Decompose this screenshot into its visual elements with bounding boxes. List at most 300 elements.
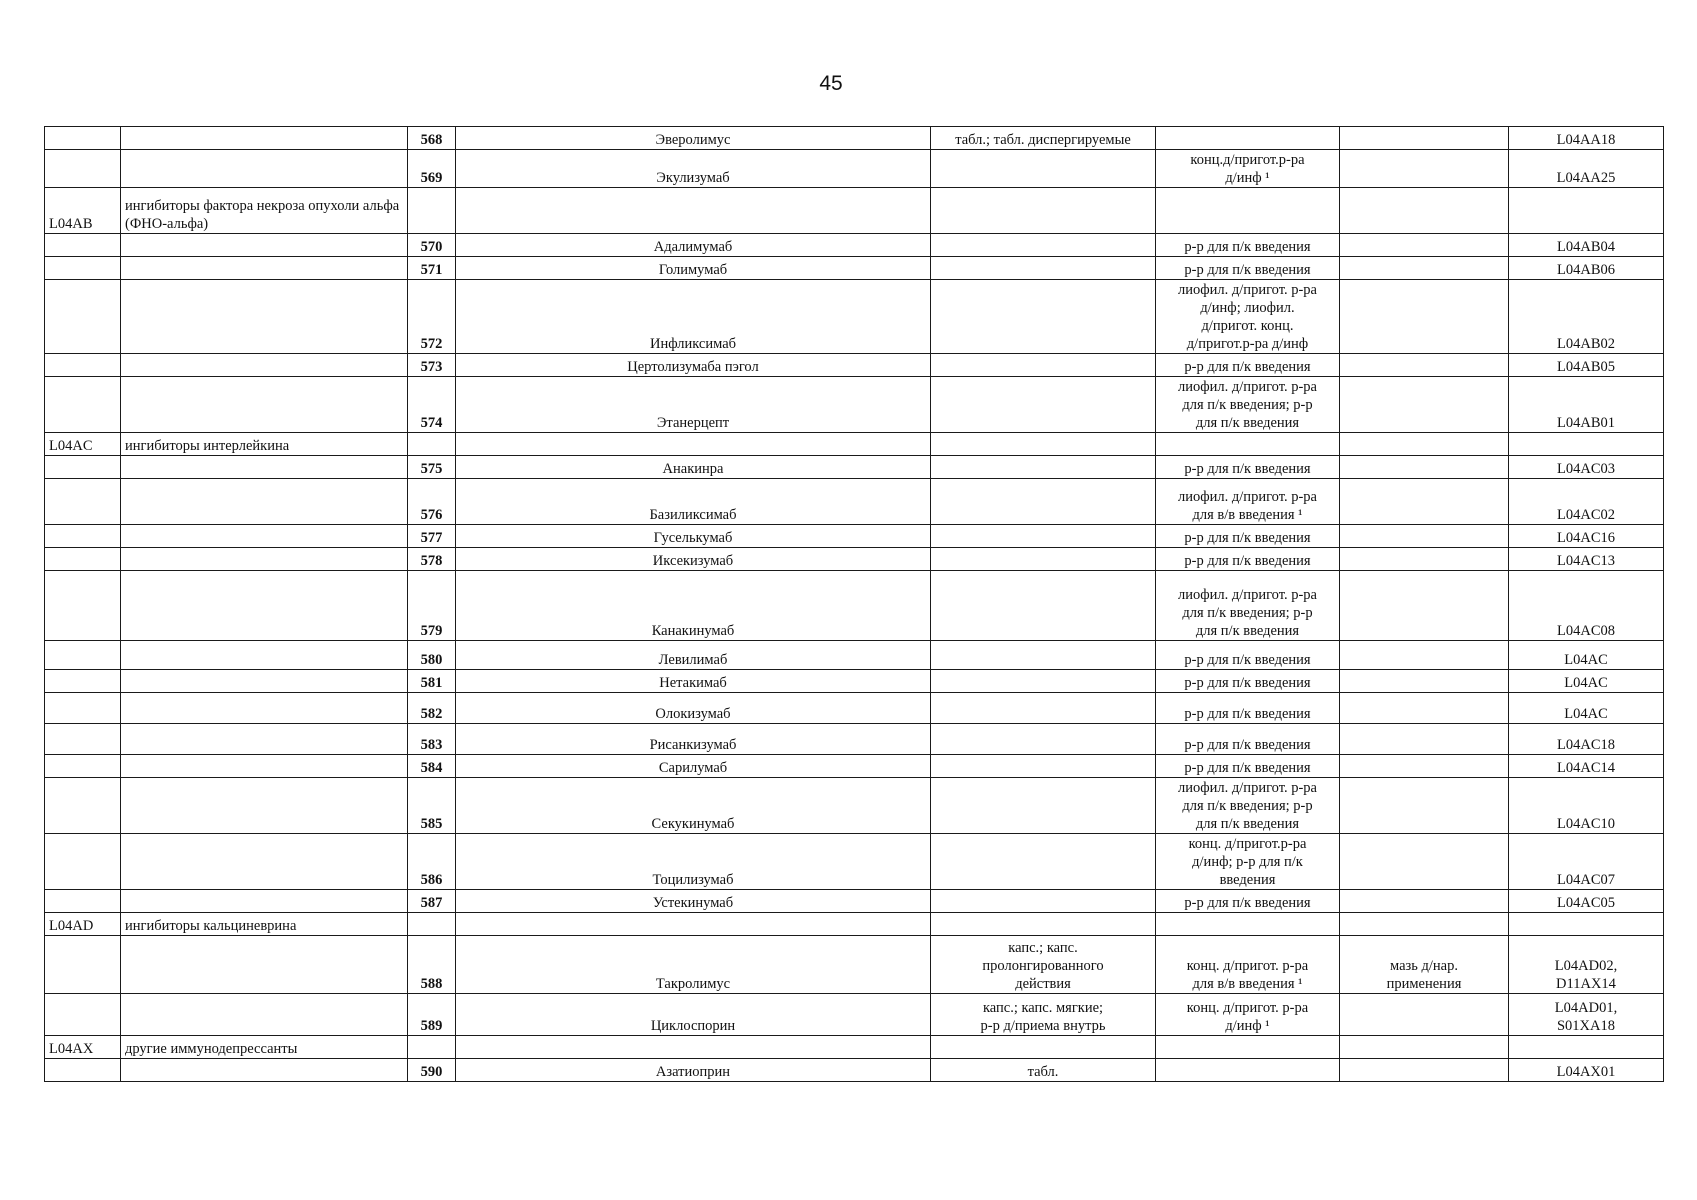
dosage-forms-injection-cell [1156,994,1340,1036]
row-number-cell: 576 [408,479,456,525]
group-name-cell: ингибиторы фактора некроза опухоли альфа (ФНО-альфа) [121,188,408,234]
drug-name-cell: Сарилумаб [456,755,931,778]
cell-text-line: L04AA18 [1556,132,1616,148]
row-number-cell: 569 [408,150,456,188]
drug-name-cell: Базиликсимаб [456,479,931,525]
atc-code-cell [45,280,121,354]
row-number-cell: 579 [408,571,456,641]
dosage-forms-injection-cell [1156,778,1340,834]
dosage-forms-injection-cell [1156,641,1340,670]
dosage-forms-injection-cell [1156,834,1340,890]
group-name-cell [121,257,408,280]
cell-text-line: L04AC02 [1557,507,1615,523]
cell-text-line: р-р для п/к введения [1184,652,1311,668]
row-number-cell: 582 [408,693,456,724]
atc-full-code-cell [1509,834,1664,890]
dosage-forms-oral-cell [931,834,1156,890]
cell-text-line: L04AB02 [1557,336,1615,352]
row-number-cell: 572 [408,280,456,354]
atc-full-code-cell [1509,150,1664,188]
atc-full-code-cell [1509,936,1664,994]
cell-text-line: лиофил. д/пригот. р-ра [1178,379,1317,395]
dosage-forms-topical-cell [1340,834,1509,890]
cell-text-line: L04AC [1564,652,1608,668]
cell-text-line: L04AC [1564,706,1608,722]
atc-code-cell [45,641,121,670]
row-number-cell: 573 [408,354,456,377]
dosage-forms-topical-cell [1340,479,1509,525]
dosage-forms-injection-cell [1156,354,1340,377]
cell-text-line: для п/к введения [1195,816,1300,832]
dosage-forms-injection-cell [1156,913,1340,936]
dosage-forms-injection-cell [1156,433,1340,456]
dosage-forms-oral-cell [931,755,1156,778]
row-number-cell: 580 [408,641,456,670]
cell-text-line: для п/к введения; р-р [1182,605,1313,621]
atc-code-cell [45,234,121,257]
table-row [45,1059,1664,1082]
atc-code-cell [45,525,121,548]
atc-full-code-cell [1509,778,1664,834]
dosage-forms-topical-cell [1340,456,1509,479]
atc-code-cell [45,354,121,377]
cell-text-line: д/инф ¹ [1225,1018,1270,1034]
table-row [45,525,1664,548]
cell-text-line: конц. д/пригот. р-ра [1186,958,1309,974]
cell-text-line: L04AC [1564,675,1608,691]
group-name-cell: другие иммунодепрессанты [121,1036,408,1059]
group-name-cell [121,377,408,433]
dosage-forms-oral-cell [931,994,1156,1036]
drug-name-cell: Экулизумаб [456,150,931,188]
atc-code-cell [45,548,121,571]
cell-text-line: пролонгированного [982,958,1104,974]
cell-text-line: р-р для п/к введения [1184,760,1311,776]
dosage-forms-injection-cell [1156,755,1340,778]
row-number-cell: 574 [408,377,456,433]
cell-text-line: д/пригот. конц. [1201,318,1294,334]
dosage-forms-oral-cell [931,433,1156,456]
atc-full-code-cell [1509,670,1664,693]
cell-text-line: L04AB01 [1557,415,1615,431]
drug-name-cell: Циклоспорин [456,994,931,1036]
dosage-forms-topical-cell [1340,670,1509,693]
drug-name-cell: Гуселькумаб [456,525,931,548]
atc-code-cell [45,834,121,890]
dosage-forms-oral-cell [931,571,1156,641]
cell-text-line: табл. [1027,1064,1059,1080]
table-row [45,479,1664,525]
atc-full-code-cell [1509,724,1664,755]
dosage-forms-oral-cell [931,234,1156,257]
drug-name-cell: Секукинумаб [456,778,931,834]
atc-full-code-cell [1509,234,1664,257]
atc-code-cell [45,257,121,280]
group-name-cell: ингибиторы кальциневрина [121,913,408,936]
dosage-forms-topical-cell [1340,1059,1509,1082]
dosage-forms-oral-cell [931,913,1156,936]
row-number-cell: 585 [408,778,456,834]
group-name-cell [121,479,408,525]
row-number-cell [408,1036,456,1059]
dosage-forms-oral-cell [931,548,1156,571]
atc-full-code-cell [1509,280,1664,354]
drug-name-cell: Олокизумаб [456,693,931,724]
dosage-forms-injection-cell [1156,479,1340,525]
atc-code-cell: L04AD [45,913,121,936]
cell-text-line: конц. д/пригот. р-ра [1186,1000,1309,1016]
row-number-cell: 568 [408,127,456,150]
dosage-forms-injection-cell [1156,150,1340,188]
dosage-forms-topical-cell [1340,755,1509,778]
table-row [45,693,1664,724]
cell-text-line: конц.д/пригот.р-ра [1190,152,1305,168]
atc-code-cell [45,755,121,778]
row-number-cell: 590 [408,1059,456,1082]
atc-code-cell [45,1059,121,1082]
atc-full-code-cell [1509,890,1664,913]
cell-text-line: конц. д/пригот.р-ра [1188,836,1307,852]
dosage-forms-topical-cell [1340,1036,1509,1059]
table-row [45,456,1664,479]
row-number-cell: 578 [408,548,456,571]
group-name-cell [121,548,408,571]
dosage-forms-topical-cell [1340,994,1509,1036]
cell-text-line: L04AX01 [1556,1064,1616,1080]
row-number-cell: 575 [408,456,456,479]
group-name-cell [121,936,408,994]
atc-code-cell: L04AB [45,188,121,234]
cell-text-line: L04AC18 [1557,737,1615,753]
dosage-forms-injection-cell [1156,257,1340,280]
table-row [45,936,1664,994]
row-number-cell: 581 [408,670,456,693]
group-name-cell [121,670,408,693]
dosage-forms-oral-cell [931,641,1156,670]
group-name-cell [121,755,408,778]
dosage-forms-topical-cell [1340,548,1509,571]
table-row [45,994,1664,1036]
cell-text-line: р-р для п/к введения [1184,553,1311,569]
cell-text-line: D11AX14 [1556,976,1616,992]
row-number-cell: 588 [408,936,456,994]
drug-name-cell: Левилимаб [456,641,931,670]
atc-full-code-cell [1509,479,1664,525]
group-name-cell [121,571,408,641]
atc-full-code-cell [1509,354,1664,377]
cell-text-line: L04AD01, [1554,1000,1618,1016]
group-header-row [45,188,1664,234]
group-name-cell: ингибиторы интерлейкина [121,433,408,456]
cell-text-line: L04AB06 [1557,262,1615,278]
group-name-cell [121,641,408,670]
atc-full-code-cell [1509,913,1664,936]
dosage-forms-injection-cell [1156,571,1340,641]
table-row [45,280,1664,354]
drug-name-cell: Эверолимус [456,127,931,150]
cell-text-line: L04AC14 [1557,760,1615,776]
atc-full-code-cell [1509,433,1664,456]
dosage-forms-topical-cell [1340,571,1509,641]
cell-text-line: капс.; капс. мягкие; [982,1000,1104,1016]
cell-text-line: р-р для п/к введения [1184,895,1311,911]
drug-name-cell: Цертолизумаба пэгол [456,354,931,377]
drug-name-cell: Адалимумаб [456,234,931,257]
atc-code-cell [45,377,121,433]
dosage-forms-injection-cell [1156,670,1340,693]
dosage-forms-oral-cell [931,525,1156,548]
dosage-forms-oral-cell [931,936,1156,994]
table-row [45,778,1664,834]
group-name-cell [121,778,408,834]
row-number-cell: 584 [408,755,456,778]
atc-full-code-cell [1509,548,1664,571]
row-number-cell [408,433,456,456]
dosage-forms-injection-cell [1156,936,1340,994]
cell-text-line: для п/к введения; р-р [1182,798,1313,814]
cell-text-line: капс.; капс. [1008,940,1078,956]
dosage-forms-injection-cell [1156,693,1340,724]
cell-text-line: L04AB05 [1557,359,1615,375]
atc-full-code-cell [1509,571,1664,641]
atc-code-cell: L04AC [45,433,121,456]
cell-text-line: для п/к введения [1195,415,1300,431]
dosage-forms-topical-cell [1340,234,1509,257]
cell-text-line: действия [1015,976,1071,992]
dosage-forms-topical-cell [1340,913,1509,936]
cell-text-line: для в/в введения ¹ [1192,507,1303,523]
row-number-cell: 589 [408,994,456,1036]
table-row [45,257,1664,280]
cell-text-line: L04AA25 [1556,170,1616,186]
atc-code-cell [45,693,121,724]
atc-full-code-cell [1509,525,1664,548]
row-number-cell: 586 [408,834,456,890]
table-row [45,641,1664,670]
drug-name-cell: Нетакимаб [456,670,931,693]
page-number: 45 [819,72,843,95]
table-row [45,724,1664,755]
dosage-forms-oral-cell [931,1059,1156,1082]
dosage-forms-injection-cell [1156,127,1340,150]
row-number-cell: 587 [408,890,456,913]
dosage-forms-injection-cell [1156,890,1340,913]
cell-text-line: мазь д/нар. [1390,958,1458,974]
atc-code-cell [45,778,121,834]
group-header-row [45,913,1664,936]
dosage-forms-topical-cell [1340,150,1509,188]
dosage-forms-oral-cell [931,257,1156,280]
cell-text-line: р-р для п/к введения [1184,262,1311,278]
cell-text-line: применения [1386,976,1462,992]
table-row [45,755,1664,778]
drug-name-cell [456,188,931,234]
cell-text-line: д/пригот.р-ра д/инф [1186,336,1309,352]
group-name-cell [121,890,408,913]
cell-text-line: S01XA18 [1556,1018,1615,1034]
cell-text-line: для п/к введения [1195,623,1300,639]
dosage-forms-injection-cell [1156,548,1340,571]
group-name-cell [121,456,408,479]
dosage-forms-oral-cell [931,456,1156,479]
drug-name-cell: Такролимус [456,936,931,994]
dosage-forms-oral-cell [931,377,1156,433]
atc-code-cell [45,479,121,525]
dosage-forms-topical-cell [1340,377,1509,433]
atc-full-code-cell [1509,127,1664,150]
cell-text-line: L04AC07 [1557,872,1615,888]
table-body [45,127,1664,1082]
cell-text-line: табл.; табл. диспергируемые [955,132,1131,148]
drug-name-cell: Иксекизумаб [456,548,931,571]
dosage-forms-oral-cell [931,150,1156,188]
atc-full-code-cell [1509,377,1664,433]
group-name-cell [121,354,408,377]
cell-text-line: лиофил. д/пригот. р-ра [1178,780,1317,796]
cell-text-line: р-р для п/к введения [1184,737,1311,753]
dosage-forms-oral-cell [931,280,1156,354]
cell-text-line: р-р для п/к введения [1184,675,1311,691]
dosage-forms-injection-cell [1156,525,1340,548]
cell-text-line: лиофил. д/пригот. р-ра [1178,489,1317,505]
atc-full-code-cell [1509,755,1664,778]
cell-text-line: L04AB04 [1557,239,1615,255]
cell-text-line: L04AC05 [1557,895,1615,911]
dosage-forms-injection-cell [1156,377,1340,433]
cell-text-line: р-р для п/к введения [1184,461,1311,477]
dosage-forms-topical-cell [1340,354,1509,377]
drug-name-cell: Азатиоприн [456,1059,931,1082]
atc-code-cell [45,890,121,913]
dosage-forms-injection-cell [1156,724,1340,755]
atc-code-cell [45,456,121,479]
cell-text-line: L04AC08 [1557,623,1615,639]
dosage-forms-injection-cell [1156,234,1340,257]
dosage-forms-topical-cell [1340,693,1509,724]
row-number-cell [408,913,456,936]
dosage-forms-oral-cell [931,127,1156,150]
table-row [45,890,1664,913]
atc-full-code-cell [1509,188,1664,234]
cell-text-line: д/инф; лиофил. [1200,300,1295,316]
group-name-cell [121,280,408,354]
dosage-forms-injection-cell [1156,188,1340,234]
drug-name-cell: Тоцилизумаб [456,834,931,890]
dosage-forms-oral-cell [931,693,1156,724]
dosage-forms-topical-cell [1340,127,1509,150]
dosage-forms-topical-cell [1340,890,1509,913]
drug-name-cell: Этанерцепт [456,377,931,433]
cell-text-line: д/инф; р-р для п/к [1192,854,1303,870]
atc-full-code-cell [1509,1036,1664,1059]
cell-text-line: L04AD02, [1554,958,1618,974]
cell-text-line: р-р для п/к введения [1184,239,1311,255]
drug-name-cell: Голимумаб [456,257,931,280]
cell-text-line: L04AC10 [1557,816,1615,832]
cell-text-line: р-р для п/к введения [1184,706,1311,722]
cell-text-line: лиофил. д/пригот. р-ра [1178,587,1317,603]
table-row [45,571,1664,641]
atc-full-code-cell [1509,257,1664,280]
dosage-forms-oral-cell [931,724,1156,755]
cell-text-line: L04AC13 [1557,553,1615,569]
drug-list-table [44,126,1664,1082]
atc-code-cell [45,936,121,994]
dosage-forms-topical-cell [1340,724,1509,755]
dosage-forms-topical-cell [1340,188,1509,234]
cell-text-line: L04AC16 [1557,530,1615,546]
atc-code-cell [45,571,121,641]
row-number-cell [408,188,456,234]
row-number-cell: 577 [408,525,456,548]
dosage-forms-topical-cell [1340,641,1509,670]
cell-text-line: д/инф ¹ [1225,170,1270,186]
row-number-cell: 570 [408,234,456,257]
cell-text-line: для в/в введения ¹ [1192,976,1303,992]
dosage-forms-oral-cell [931,188,1156,234]
dosage-forms-topical-cell [1340,936,1509,994]
drug-name-cell: Анакинра [456,456,931,479]
cell-text-line: р-р для п/к введения [1184,530,1311,546]
group-name-cell [121,1059,408,1082]
cell-text-line: р-р для п/к введения [1184,359,1311,375]
table-row [45,834,1664,890]
dosage-forms-topical-cell [1340,257,1509,280]
group-header-row [45,1036,1664,1059]
group-name-cell [121,525,408,548]
table-row [45,670,1664,693]
dosage-forms-oral-cell [931,354,1156,377]
drug-name-cell [456,1036,931,1059]
cell-text-line: для п/к введения; р-р [1182,397,1313,413]
row-number-cell: 583 [408,724,456,755]
atc-code-cell [45,127,121,150]
dosage-forms-oral-cell [931,890,1156,913]
group-name-cell [121,994,408,1036]
cell-text-line: лиофил. д/пригот. р-ра [1178,282,1317,298]
dosage-forms-oral-cell [931,778,1156,834]
atc-full-code-cell [1509,641,1664,670]
dosage-forms-oral-cell [931,670,1156,693]
dosage-forms-topical-cell [1340,280,1509,354]
atc-code-cell: L04AX [45,1036,121,1059]
drug-name-cell: Инфликсимаб [456,280,931,354]
atc-full-code-cell [1509,994,1664,1036]
atc-full-code-cell [1509,1059,1664,1082]
dosage-forms-oral-cell [931,1036,1156,1059]
table-row [45,150,1664,188]
drug-name-cell [456,913,931,936]
dosage-forms-injection-cell [1156,1059,1340,1082]
dosage-forms-injection-cell [1156,456,1340,479]
table-row [45,548,1664,571]
table-row [45,377,1664,433]
cell-text-line: L04AC03 [1557,461,1615,477]
group-name-cell [121,834,408,890]
table-row [45,127,1664,150]
group-name-cell [121,127,408,150]
table-row [45,234,1664,257]
row-number-cell: 571 [408,257,456,280]
drug-name-cell: Рисанкизумаб [456,724,931,755]
table-row [45,354,1664,377]
group-name-cell [121,724,408,755]
atc-code-cell [45,670,121,693]
dosage-forms-injection-cell [1156,280,1340,354]
group-name-cell [121,234,408,257]
drug-name-cell [456,433,931,456]
atc-code-cell [45,150,121,188]
